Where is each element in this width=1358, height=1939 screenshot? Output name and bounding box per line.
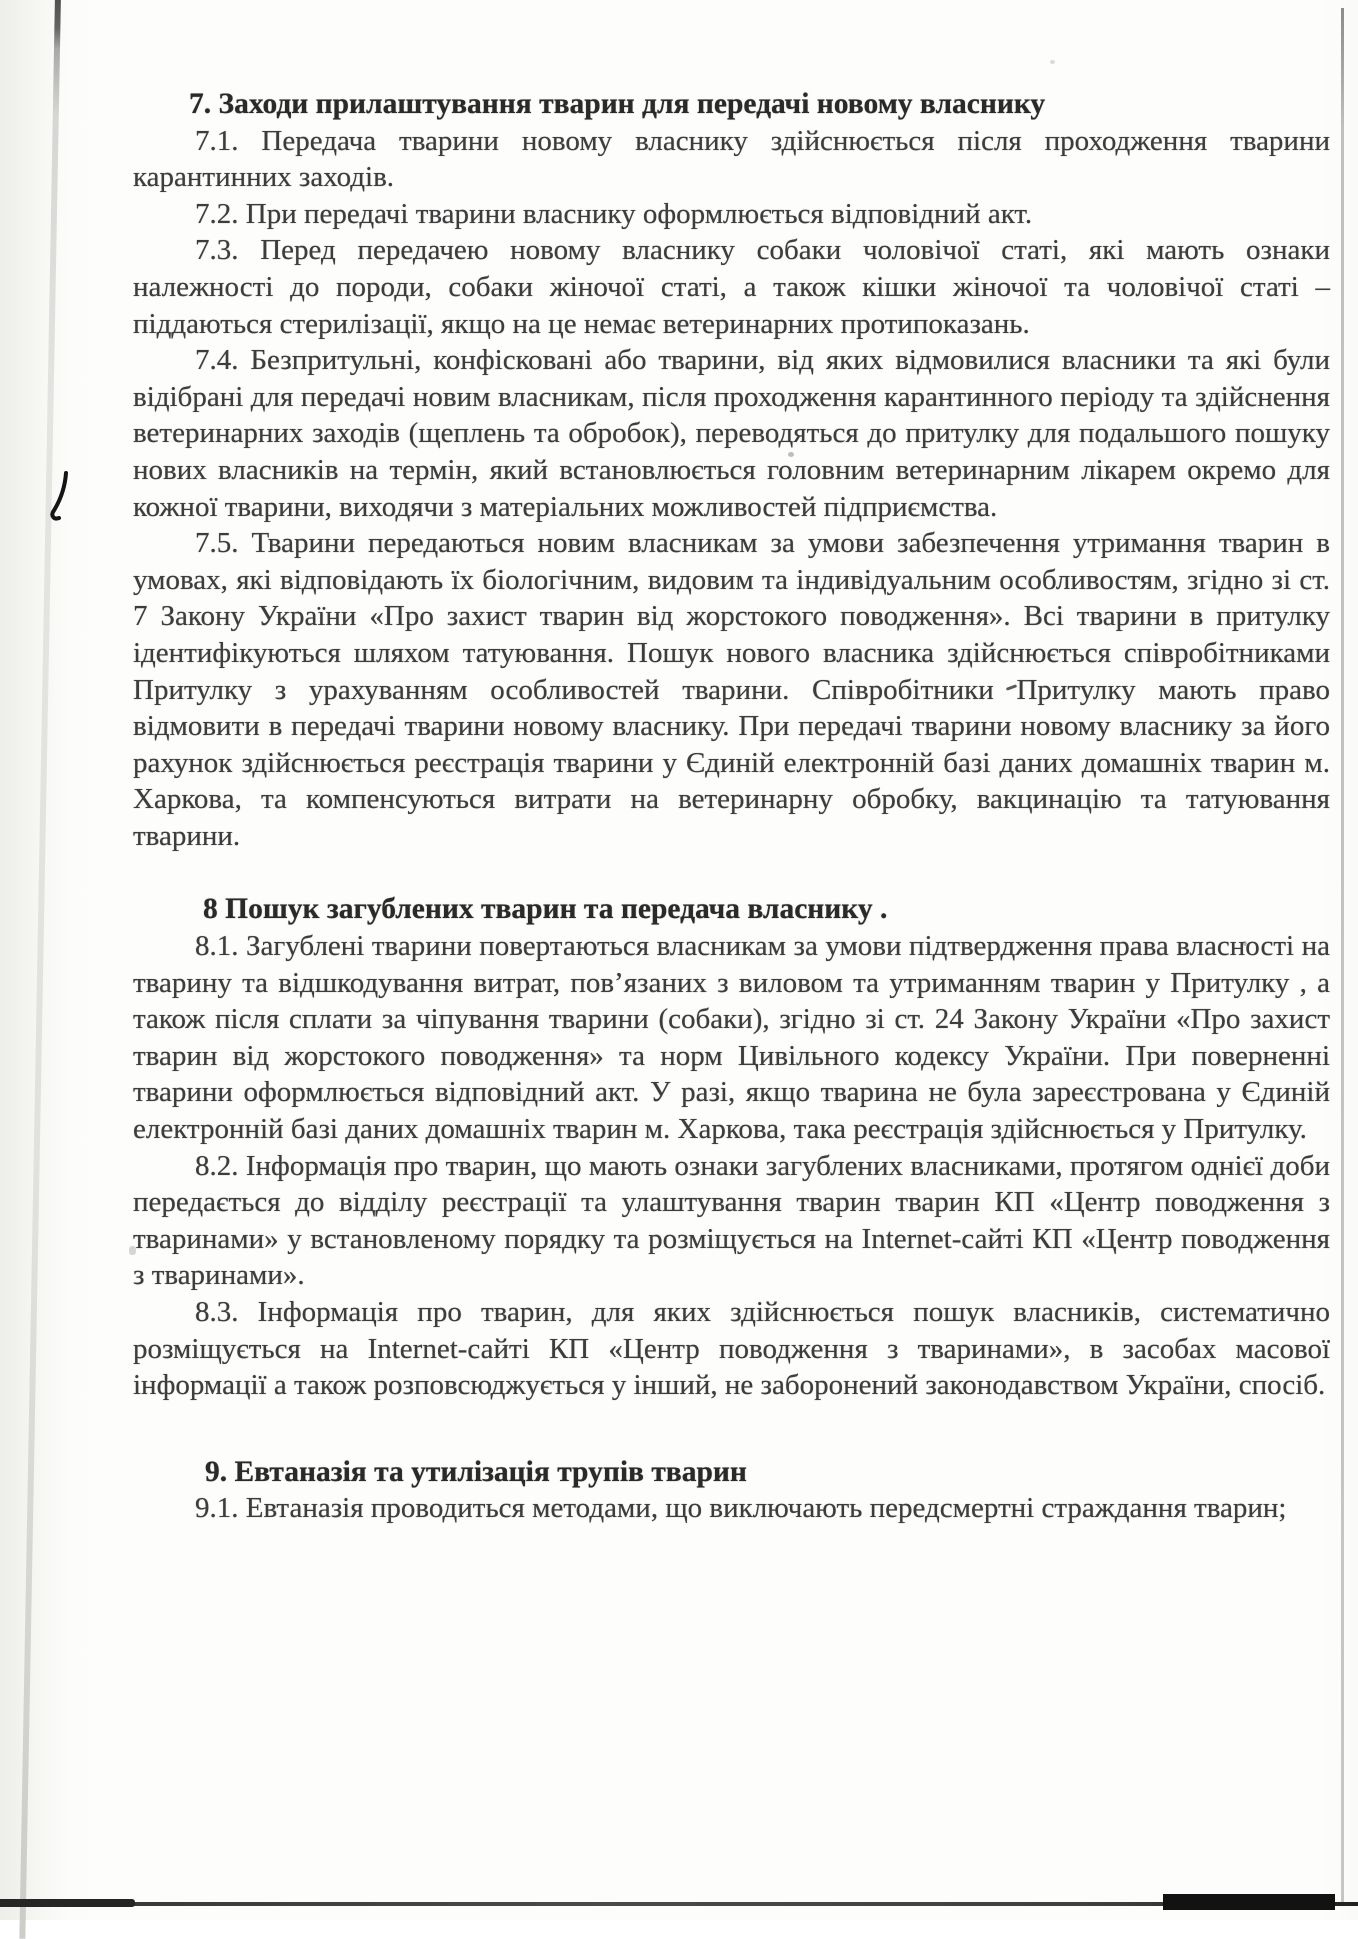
paragraph-7-3: 7.3. Перед передачею новому власнику собаки чоловічої статі, які мають ознаки належності до породи, собаки жіночої статі, а також кішки жіночої та чоловічої статі – піддаються стерилізації, якщо на це немає ветеринарних протипоказань.	[133, 234, 1330, 340]
section-8-heading: 8 Пошук загублених тварин та передача власнику .	[203, 893, 888, 926]
paper-fold-shadow	[19, 0, 61, 1939]
ink-hook-mark	[48, 470, 76, 522]
paragraph-7-5: 7.5. Тварини передаються новим власникам за умови забезпечення утримання тварин в умовах, які відповідають їх біологічним, видовим та індивідуальним особливостям, згідно зі ст. 7 Закону України «Про захист тварин від жорстокого поводження». Всі тварини в притулку ідентифікуються шляхом татуювання. Пошук нового власника здійснюється співробітниками Притулку з урахуванням особливостей тварини. Співробітники Притулку мають право відмовити в передачі тварини новому власнику. При передачі тварини новому власнику за його рахунок здійснюється реєстрація тварини у Єдиній електронній базі даних домашніх тварин м. Харкова, та компенсуються витрати на ветеринарну обробку, вакцинацію та татуювання тварини.	[133, 527, 1330, 852]
section-7-heading: 7. Заходи прилаштування тварин для передачі новому власнику	[189, 88, 1046, 120]
scan-speck	[1050, 60, 1055, 64]
paragraph-9-1: 9.1. Евтаназія проводиться методами, що виключають передсмертні страждання тварин;	[195, 1492, 1287, 1525]
scan-bottom-line	[0, 1902, 1358, 1906]
paragraph-8-3: 8.3. Інформація про тварин, для яких здійснюється пошук власників, систематично розміщується на Internet-сайті КП «Центр поводження з тваринами», в засобах масової інформації а також розповсюджується у інший, не заборонений законодавством України, спосіб.	[133, 1296, 1330, 1402]
paragraph-7-2: 7.2. При передачі тварини власнику оформлюється відповідний акт.	[195, 197, 1033, 230]
paragraph-7-1: 7.1. Передача тварини новому власнику здійснюється після проходження тварини карантинних заходів.	[133, 124, 1330, 194]
section-9-heading: 9. Евтаназія та утилізація трупів тварин	[205, 1455, 747, 1488]
document-text	[133, 86, 1330, 1527]
paragraph-8-1: 8.1. Загублені тварини повертаються власникам за умови підтвердження права власності на тварину та відшкодування витрат, пов’язаних з виловом та утриманням тварин у Притулку , а також після сплати за чіпування тварини (собаки), згідно зі ст. 24 Закону України «Про захист тварин від жорстокого поводження» та норм Цивільного кодексу України. При поверненні тварини оформлюється відповідний акт. У разі, якщо тварина не була зареєстрована у Єдиній електронній базі даних домашніх тварин м. Харкова, така реєстрація здійснюється у Притулку.	[133, 930, 1330, 1146]
scan-bottom-black-block	[1163, 1894, 1335, 1910]
paragraph-7-4: 7.4. Безпритульні, конфісковані або тварини, від яких відмовилися власники та які були відібрані для передачі новим власникам, після проходження карантинного періоду та здійснення ветеринарних заходів (щеплень та обробок), переводяться до притулку для подальшого пошуку нових власників на термін, який встановлюється головним ветеринарним лікарем окремо для кожної тварини, виходячи з матеріальних можливостей підприємства.	[133, 344, 1330, 523]
scan-right-edge-line	[1341, 8, 1344, 1905]
paragraph-8-2: 8.2. Інформація про тварин, що мають ознаки загублених власниками, протягом однієї доби передається до відділу реєстрації та улаштування тварин тварин КП «Центр поводження з тваринами» у встановленому порядку та розміщується на Internet-сайті КП «Центр поводження з тваринами».	[133, 1149, 1330, 1292]
scan-bottom-line-left	[0, 1899, 135, 1907]
